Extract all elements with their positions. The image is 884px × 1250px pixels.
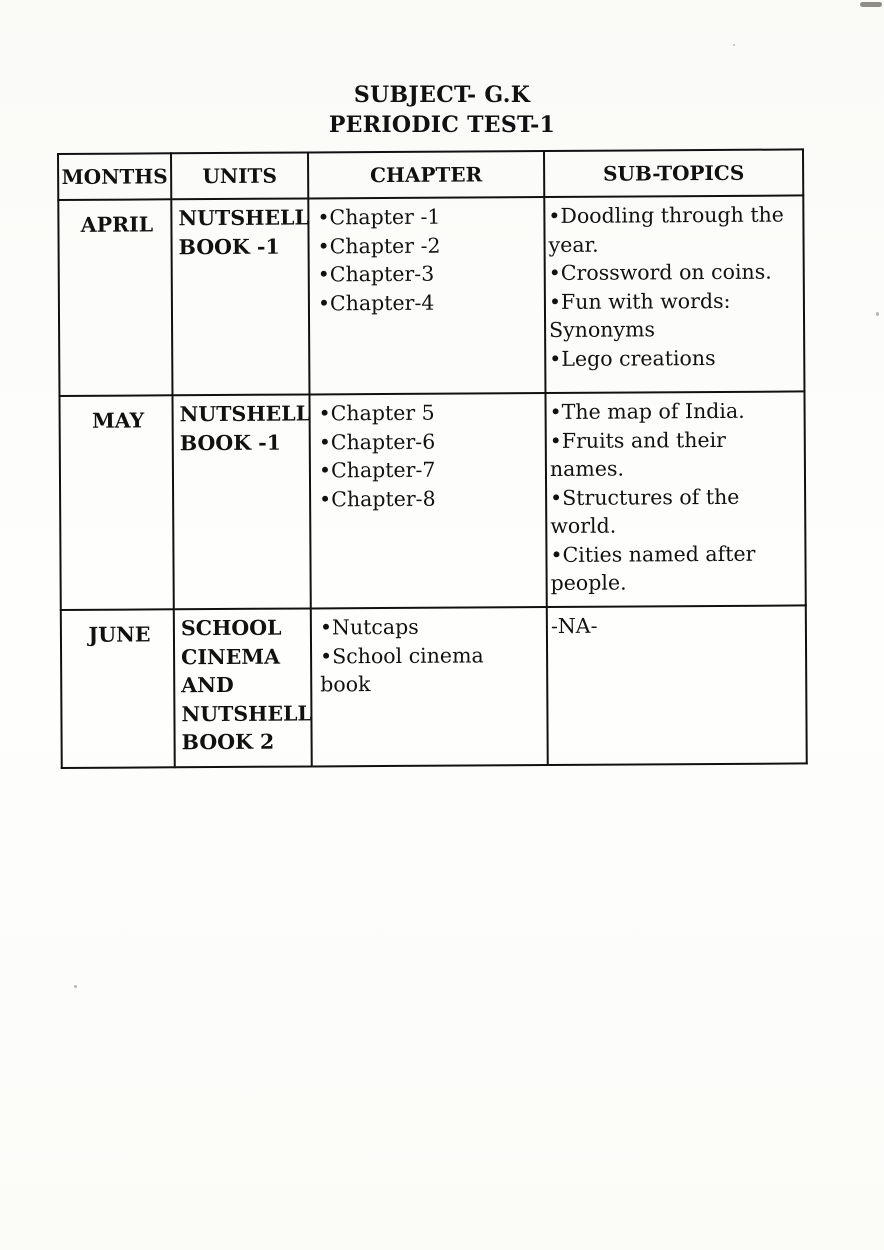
units-line: SCHOOL bbox=[180, 615, 282, 641]
units-line: BOOK 2 bbox=[181, 729, 275, 755]
units-cell bbox=[172, 394, 310, 609]
subtopics-cell bbox=[545, 391, 805, 607]
units-line: CINEMA bbox=[181, 644, 281, 669]
subtopic-line: -NA- bbox=[550, 613, 598, 638]
units-cell bbox=[174, 608, 312, 767]
subtopic-line: •The map of India. bbox=[549, 398, 745, 424]
units-line: BOOK -1 bbox=[178, 234, 280, 259]
units-line: NUTSHELL bbox=[178, 205, 309, 231]
month-cell: APRIL bbox=[58, 199, 172, 396]
subtopic-line: •Cities named after bbox=[550, 541, 756, 567]
units-cell bbox=[171, 198, 309, 395]
subtopic-line: •Fun with words: bbox=[548, 288, 731, 314]
month-cell: MAY bbox=[59, 395, 173, 610]
subtopic-line: world. bbox=[550, 513, 617, 538]
units-line: NUTSHELL bbox=[181, 700, 312, 726]
table-row-june bbox=[61, 605, 807, 768]
chapter-cell bbox=[308, 197, 545, 394]
subtopic-line: •Structures of the bbox=[550, 484, 740, 510]
subtopic-line: year. bbox=[548, 232, 599, 257]
paper-speck bbox=[733, 44, 735, 46]
subtopics-cell bbox=[547, 605, 807, 765]
chapter-item: •Chapter-3 bbox=[317, 261, 435, 287]
table-row-april bbox=[58, 195, 804, 396]
chapter-cell bbox=[311, 607, 548, 766]
header-months: MONTHS bbox=[58, 153, 171, 200]
chapter-item: •Nutcaps bbox=[319, 614, 419, 640]
units-line: BOOK -1 bbox=[179, 430, 281, 455]
subtopic-line: Synonyms bbox=[549, 317, 656, 342]
chapter-item: •Chapter-6 bbox=[318, 429, 436, 454]
subtopic-line: people. bbox=[550, 570, 627, 595]
test-title: PERIODIC TEST-1 bbox=[328, 112, 556, 138]
header-chapter: CHAPTER bbox=[308, 151, 544, 198]
subtopic-line: •Lego creations bbox=[549, 345, 716, 371]
chapter-item: book bbox=[320, 672, 371, 697]
units-line: AND bbox=[181, 672, 234, 698]
chapter-item: •Chapter -2 bbox=[317, 233, 441, 258]
subtopic-line: •Crossword on coins. bbox=[548, 259, 772, 285]
table-row-may bbox=[59, 391, 805, 610]
syllabus-table-wrapper bbox=[57, 148, 806, 769]
header-sub-topics: SUB-TOPICS bbox=[544, 149, 803, 197]
chapter-item: •School cinema bbox=[320, 642, 484, 668]
subtopic-line: names. bbox=[549, 456, 625, 481]
chapter-item: •Chapter-7 bbox=[318, 457, 436, 483]
subject-title: SUBJECT- G.K bbox=[353, 82, 531, 108]
chapter-item: •Chapter -1 bbox=[317, 204, 441, 230]
document-header bbox=[0, 80, 884, 140]
chapter-cell bbox=[309, 393, 546, 608]
chapter-item: •Chapter 5 bbox=[318, 400, 435, 426]
subtopic-line: •Doodling through the bbox=[548, 202, 784, 228]
month-cell: JUNE bbox=[61, 609, 175, 768]
syllabus-table bbox=[57, 148, 808, 769]
paper-speck bbox=[74, 985, 77, 988]
units-line: NUTSHELL bbox=[179, 401, 311, 427]
header-units: UNITS bbox=[171, 152, 308, 199]
table-header-row bbox=[58, 149, 803, 200]
paper-speck bbox=[860, 2, 882, 7]
chapter-item: •Chapter-8 bbox=[319, 486, 436, 511]
subtopic-line: •Fruits and their bbox=[549, 427, 726, 453]
subtopics-cell bbox=[544, 195, 804, 393]
paper-speck bbox=[876, 312, 879, 316]
chapter-item: •Chapter-4 bbox=[317, 290, 435, 315]
